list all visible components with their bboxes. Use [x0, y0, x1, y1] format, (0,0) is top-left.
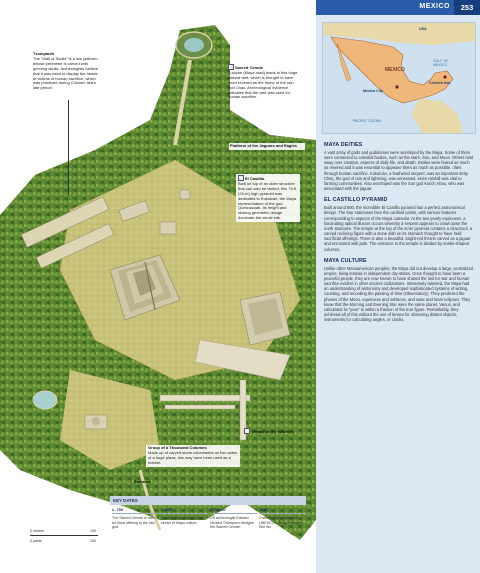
locator-map: [322, 22, 476, 134]
square-marker-icon: [228, 64, 234, 70]
locator-city-mexico: Mexico City: [363, 89, 383, 93]
label-temple-warriors-title: Temple of the Warriors: [251, 429, 295, 434]
key-dates-timeline: [110, 496, 306, 548]
label-el-castillo-body: Built on top of an older structure that can also be visited, this 79-ft (24-m) high pyramid was dedicated to Kukulcán, the Maya representation of the god Quetzalcoatl. Its height and striking geometric design dominate the whole site.: [238, 180, 297, 221]
locator-map-drawing: [323, 23, 475, 133]
locator-country-label: MEXICO: [385, 67, 405, 73]
label-sacred-cenote: [228, 64, 298, 100]
section-heading: MAYA DEITIES: [324, 142, 363, 148]
timeline-year: 1904–10: [210, 507, 257, 514]
label-temple-warriors: [244, 428, 312, 435]
label-tzompantli-title: Tzompantli: [33, 51, 55, 56]
scale-yards-left: 0 yards: [30, 539, 42, 543]
page-number: 253: [454, 0, 480, 15]
mexico-city-dot: [395, 85, 398, 88]
locator-usa-label: USA: [419, 27, 427, 31]
label-sacred-cenote-body: A sacbe (Maya road) leads to this huge natural well, which is thought to have been revered as the home of the rain god Chac. Archeological evidence indicates that the well was used for human sacrifice.: [228, 69, 298, 100]
page-header: [316, 0, 480, 15]
timeline-entry: [210, 507, 257, 530]
timeline-year: c. 750: [112, 507, 159, 514]
square-marker-icon: [244, 428, 250, 434]
label-el-castillo-title: El Castillo: [245, 176, 265, 181]
label-platforms-title: Platform of the Jaguars and Eagles: [230, 143, 297, 148]
timeline-year: c. 900: [161, 507, 208, 514]
timeline-text: The Sacred Cenote is used for ritual offering to the rain god.: [112, 516, 156, 529]
label-el-castillo: [236, 174, 300, 222]
timeline-text: Chichén Itzá is added to UNESCO’s World Heritage Site list.: [259, 516, 302, 529]
key-dates-heading-bar: [110, 496, 306, 505]
section-paragraph: Unlike other Mesoamerican peoples, the Maya did not develop a large, centralized empire, living instead in independent city-states. Once thought to have been a peaceful people, they are now known to have shared the lust for war and human sacrifice evident in other ancient civilizations. Immensely talented, the Maya had an understanding of astronomy and developed sophisticated systems of writing, counting, and recording the passing of time (Observatory). They predicted the phases of the Moon, equinoxes and solstices, and solar and lunar eclipses. They knew that the Morning and Evening Star were the same planet, Venus, and calculated its “year” to within a fraction of the true figure. Remarkably, they achieved all of this without the use of lenses for observing distant objects, instruments for calculating angles, or clocks.: [324, 265, 474, 323]
locator-city-chichen: Chichén Itzá: [429, 81, 451, 85]
timeline-text: Chichén Itzá becomes the center of Maya culture.: [161, 516, 203, 525]
section-paragraph: A vast array of gods and goddesses were worshiped by the Maya. Some of them were connected to celestial bodies, such as the stars, Sun, and Moon. Others held sway over creation, aspects of daily life, and death. Deities were feared as much as revered and it was essential to appease them as much as possible, often through human sacrifice. Kukulcán, a feathered serpent, was an important deity. Chac, the god of rain and lightning, was venerated, since rainfall was vital to farming communities. Also worshiped was the Sun god Kinich Ahau, who was associated with the jaguar.: [324, 150, 474, 192]
leader-line: [68, 100, 69, 195]
chichen-itza-dot: [443, 75, 446, 78]
label-tzompantli-body: The “Wall of Skulls” is a low platform whose perimeter is carved with grinning skulls. Archeologists believe that it was used to display the heads of victims of human sacrifice, which was practiced during Chichén Itzá’s late period.: [33, 55, 99, 91]
section-paragraph: Built around 800, the incredible El Castillo pyramid has a perfect astronomical design. The four staircases face the cardinal points, with various features corresponding to aspects of the Maya calendar. At the two yearly equinoxes, a fascinating optical illusion occurs whereby a serpent appears to crawl down the north staircase. The temple at the top of the inner pyramid contains a chacmool, a carved reclining figure with a stone dish on its stomach thought to have held sacrificial offerings. There is also a beautiful, bright-red throne carved as a jaguar and encrusted with jade. The entrance to the temple is divided by snake-shaped columns.: [324, 205, 473, 252]
timeline-year: 1988: [259, 507, 306, 514]
timeline-text: US archeologist Edward Herbert Thompson dredges the Sacred Cenote.: [210, 516, 254, 529]
sidebar: [316, 0, 480, 573]
scale-meters-right: 150: [90, 529, 96, 533]
scale-yards-right: 150: [90, 539, 96, 543]
section-heading: EL CASTILLO PYRAMID: [324, 197, 388, 204]
key-dates-heading: KEY DATES: [113, 498, 138, 503]
section-heading: MAYA CULTURE: [324, 257, 367, 264]
label-thousand-columns: [146, 445, 240, 467]
label-thousand-columns-title: Group of a Thousand Columns: [148, 445, 207, 450]
label-sacred-cenote-title: Sacred Cenote: [235, 65, 264, 70]
timeline-entry: [161, 507, 208, 525]
label-thousand-columns-body: Made up of carved stone colonnades on two sides of a huge plaza, this may have been used as a market.: [148, 449, 237, 465]
scale-meters-left: 0 meters: [30, 529, 44, 533]
label-platforms: [229, 143, 305, 150]
header-country: MEXICO: [419, 3, 450, 10]
timeline-entry: [259, 507, 306, 530]
label-entrance-title: Entrance: [134, 479, 152, 484]
square-marker-icon: [238, 175, 244, 181]
locator-gulf-label: GULF OF MEXICO: [433, 59, 449, 67]
timeline-entry: [112, 507, 159, 530]
label-tzompantli: [33, 52, 101, 91]
label-entrance: [134, 480, 174, 485]
locator-pacific-label: PACIFIC OCEAN: [353, 119, 381, 123]
sidebar-content: [324, 142, 474, 328]
